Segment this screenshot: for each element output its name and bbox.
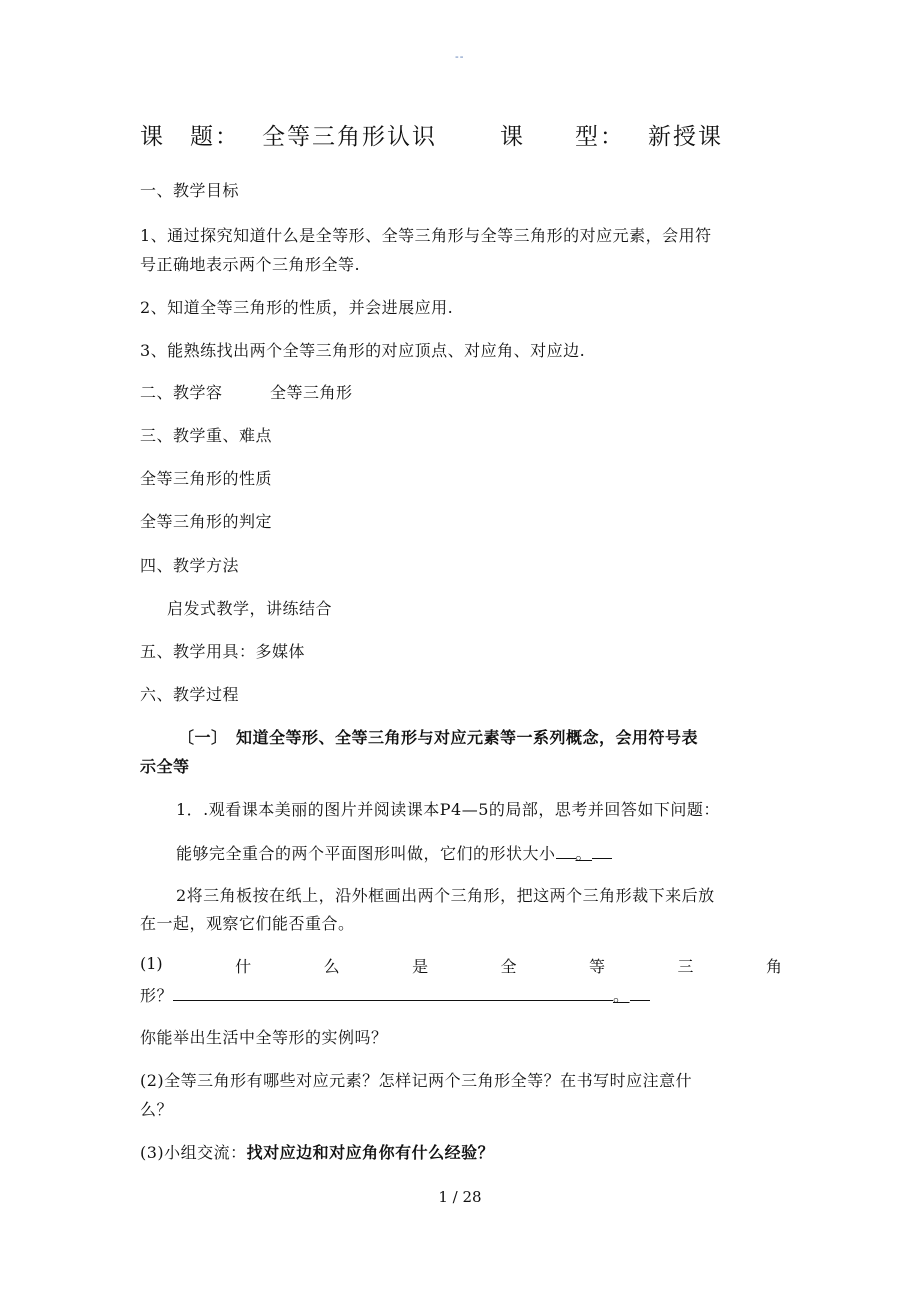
- q3-word: (1): [140, 954, 163, 973]
- key-point-2: 全等三角形的判定: [140, 512, 273, 531]
- question-6-text: 找对应边和对应角你有什么经验？: [246, 1143, 495, 1162]
- header-mark: --: [455, 50, 465, 63]
- course-label: 课 题：: [140, 124, 240, 150]
- answer-blank: [592, 840, 612, 859]
- course-title: 全等三角形认识: [262, 124, 437, 150]
- q3-word: 三: [677, 957, 694, 976]
- section-content-heading: 二、教学容: [140, 383, 223, 402]
- q3-word: 什: [235, 957, 252, 976]
- question-6-label: (3)小组交流：: [140, 1143, 247, 1162]
- q3-word: 角: [765, 957, 782, 976]
- course-type-label: 课 型：: [500, 124, 625, 150]
- question-6: [140, 1140, 494, 1163]
- question-5-line-2: 么？: [140, 1100, 174, 1119]
- question-3-justified-row: [140, 954, 782, 977]
- section-objectives-heading: 一、教学目标: [140, 181, 240, 200]
- objective-3: 3、能熟练找出两个全等三角形的对应顶点、对应角、对应边.: [140, 341, 586, 360]
- section-content-value: 全等三角形: [270, 383, 353, 402]
- answer-blank: [556, 840, 576, 859]
- question-1: 1．.观看课本美丽的图片并阅读课本P4—5的局部，思考并回答如下问题：: [176, 800, 720, 819]
- question-3-fill: [140, 982, 650, 1006]
- question-3-fill-text: 形？: [140, 986, 174, 1005]
- q3-word: 等: [589, 957, 606, 976]
- section-key-points-heading: 三、教学重、难点: [140, 426, 273, 445]
- answer-blank: [173, 982, 613, 1001]
- question-1-fill-text: 能够完全重合的两个平面图形叫做，它们的形状大小: [176, 844, 556, 863]
- course-type: 新授课: [648, 124, 723, 150]
- question-1-fill-end: 。: [575, 844, 593, 863]
- question-2-line-2: 在一起，观察它们能否重合。: [140, 914, 355, 933]
- page-number: 1 / 28: [438, 1188, 482, 1206]
- subsection-1-line-1: 〔一〕 知道全等形、全等三角形与对应元素等一系列概念，会用符号表: [178, 728, 699, 747]
- question-3-fill-end: 。: [613, 986, 630, 1005]
- key-point-1: 全等三角形的性质: [140, 469, 273, 488]
- q3-word: 是: [412, 957, 429, 976]
- q3-word: 全: [500, 957, 517, 976]
- question-2-line-1: 2将三角板按在纸上，沿外框画出两个三角形，把这两个三角形裁下来后放: [176, 886, 715, 905]
- objective-1-line-1: 1、通过探究知道什么是全等形、全等三角形与全等三角形的对应元素，会用符: [140, 226, 712, 245]
- subsection-1-line-2: 示全等: [140, 757, 190, 776]
- section-process-heading: 六、教学过程: [140, 685, 240, 704]
- answer-blank: [630, 982, 650, 1001]
- question-1-fill: [176, 840, 612, 864]
- question-5-line-1: (2)全等三角形有哪些对应元素？怎样记两个三角形全等？在书写时应注意什: [140, 1071, 693, 1090]
- q3-word: 么: [323, 957, 340, 976]
- section-method-heading: 四、教学方法: [140, 556, 240, 575]
- objective-1-line-2: 号正确地表示两个三角形全等.: [140, 255, 361, 274]
- question-4: 你能举出生活中全等形的实例吗？: [140, 1028, 388, 1047]
- section-tools: 五、教学用具：多媒体: [140, 642, 306, 661]
- objective-2: 2、知道全等三角形的性质，并会进展应用.: [140, 298, 454, 317]
- method-text: 启发式教学，讲练结合: [167, 599, 333, 618]
